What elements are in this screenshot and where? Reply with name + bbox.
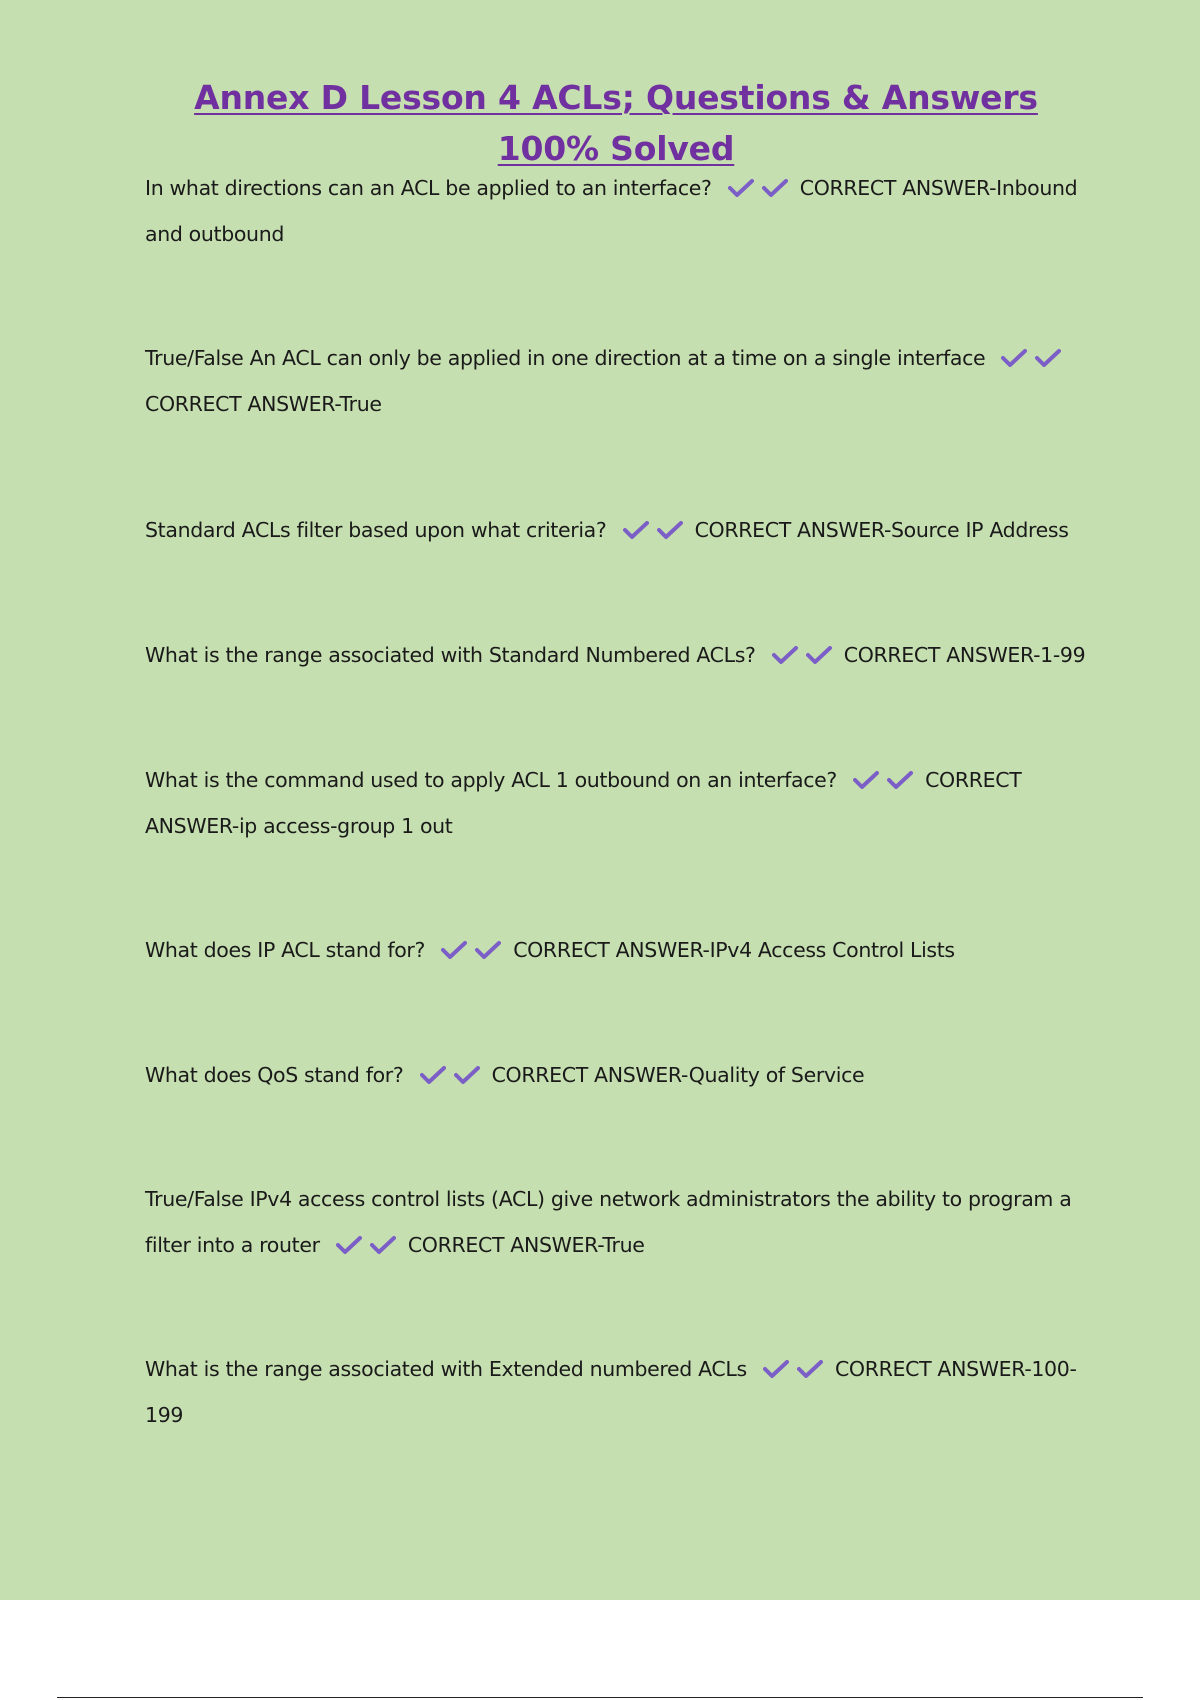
check-icon [728,178,754,198]
question-text: What does IP ACL stand for? [145,938,426,962]
check-pair [623,520,683,540]
check-pair [763,1359,823,1379]
answer-text: CORRECT ANSWER-Quality of Service [491,1063,865,1087]
qa-item [145,1346,1090,1438]
check-icon [806,645,832,665]
check-icon [762,178,788,198]
answer-text: CORRECT ANSWER-ip access-group 1 out [145,768,1022,838]
check-pair [441,940,501,960]
check-icon [475,940,501,960]
document-title: Annex D Lesson 4 ACLs; Questions & Answers 100% Solved [194,78,1038,168]
question-text: Standard ACLs filter based upon what criteria? [145,518,607,542]
check-icon [797,1359,823,1379]
qa-item [145,927,1090,973]
question-text: What does QoS stand for? [145,1063,404,1087]
qa-item [145,1176,1090,1268]
answer-text: CORRECT ANSWER-True [407,1233,645,1257]
answer-text: CORRECT ANSWER-1-99 [843,643,1086,667]
check-icon [370,1235,396,1255]
answer-text: CORRECT ANSWER-Inbound and outbound [145,176,1078,246]
check-icon [336,1235,362,1255]
check-pair [420,1065,480,1085]
check-pair [1001,348,1061,368]
qa-item [145,632,1090,678]
check-icon [763,1359,789,1379]
answer-text: CORRECT ANSWER-True [145,392,382,416]
check-icon [657,520,683,540]
qa-item [145,757,1090,849]
check-icon [623,520,649,540]
check-pair [336,1235,396,1255]
qa-item [145,335,1090,427]
check-pair [853,770,913,790]
question-text: What is the range associated with Standard Numbered ACLs? [145,643,756,667]
qa-item [145,1052,1090,1098]
answer-text: CORRECT ANSWER-100-199 [145,1357,1077,1427]
check-pair [772,645,832,665]
check-icon [454,1065,480,1085]
check-icon [441,940,467,960]
check-icon [887,770,913,790]
question-text: What is the command used to apply ACL 1 outbound on an interface? [145,768,837,792]
check-icon [1035,348,1061,368]
footer-divider [57,1697,1143,1698]
check-icon [772,645,798,665]
question-text: True/False An ACL can only be applied in one direction at a time on a single interface [145,346,986,370]
qa-item [145,507,1090,553]
answer-text: CORRECT ANSWER-IPv4 Access Control Lists [513,938,955,962]
question-text: What is the range associated with Extended numbered ACLs [145,1357,747,1381]
answer-text: CORRECT ANSWER-Source IP Address [694,518,1069,542]
check-icon [420,1065,446,1085]
check-icon [853,770,879,790]
question-text: True/False IPv4 access control lists (ACL) give network administrators the ability to program a filter into a router [145,1187,1072,1257]
qa-item [145,165,1090,257]
check-pair [728,178,788,198]
check-icon [1001,348,1027,368]
question-text: In what directions can an ACL be applied to an interface? [145,176,712,200]
